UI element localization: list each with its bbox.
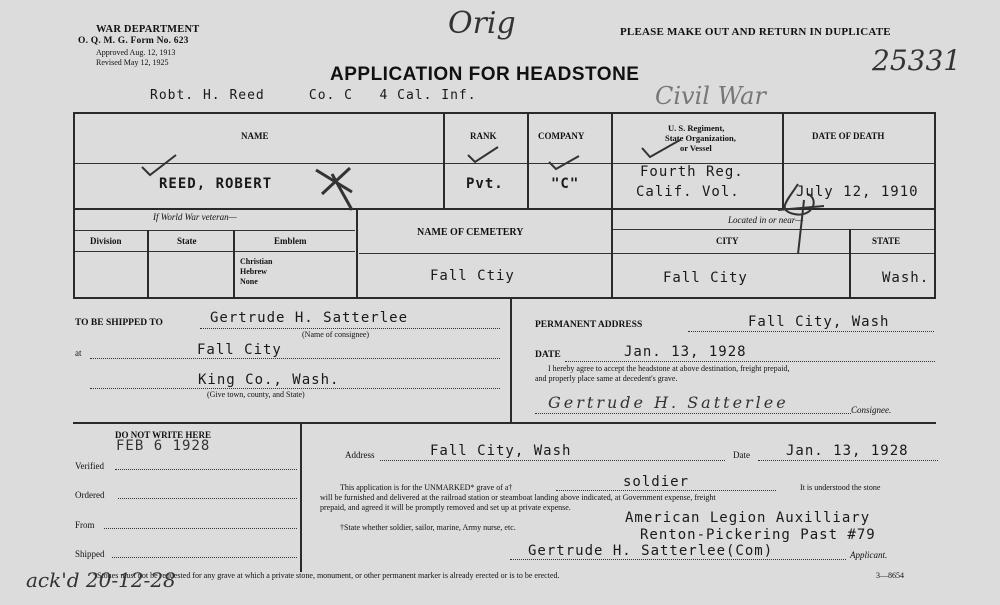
return-instruction: PLEASE MAKE OUT AND RETURN IN DUPLICATE xyxy=(620,26,891,38)
application-text-b: It is understood the stone xyxy=(800,483,881,492)
rule-ww-header xyxy=(73,251,355,252)
verified-line xyxy=(115,469,297,470)
regiment-label-3: or Vessel xyxy=(680,143,712,153)
consignee-line xyxy=(200,328,500,329)
rule-col-company xyxy=(527,112,529,208)
rule-col-regiment xyxy=(611,112,613,297)
footer-note: *Stones must not be requested for any grave at which a private stone, monument, or other permanent marker is already erected or is to be erected. xyxy=(93,571,560,580)
grave-type-line xyxy=(556,490,776,491)
check-mark-company xyxy=(547,154,583,174)
from-label: From xyxy=(75,520,95,530)
rank-label: RANK xyxy=(470,131,497,141)
address-line xyxy=(380,460,725,461)
rule-row3-bottom xyxy=(73,422,936,424)
revised-date: Revised May 12, 1925 xyxy=(96,58,169,67)
ship-date-value: Jan. 13, 1928 xyxy=(624,344,747,360)
signature-line xyxy=(535,413,851,414)
from-line xyxy=(104,528,297,529)
consignee-label: Consignee. xyxy=(851,405,892,415)
rule-col-cemetery xyxy=(356,208,358,297)
file-number-annotation: 25331 xyxy=(872,44,962,77)
applicant-line xyxy=(510,559,846,560)
consignee-value: Gertrude H. Satterlee xyxy=(210,310,409,326)
rank-value: Pvt. xyxy=(466,176,504,192)
rule-ww-sub xyxy=(73,230,355,231)
shipped-line xyxy=(112,557,297,558)
consignee-signature: Gertrude H. Satterlee xyxy=(548,393,789,412)
state-label: STATE xyxy=(872,236,901,246)
received-stamp: FEB 6 1928 xyxy=(116,438,211,454)
ww-state-label: State xyxy=(177,236,197,246)
regiment-value-2: Calif. Vol. xyxy=(636,184,740,200)
cross-mark-name xyxy=(312,164,356,214)
check-mark-rank xyxy=(466,145,502,165)
cemetery-value: Fall Ctiy xyxy=(430,268,515,284)
rule-office-divider xyxy=(300,422,302,572)
city-value: Fall City xyxy=(663,270,748,286)
company-label: COMPANY xyxy=(538,131,585,141)
rule-col-state2 xyxy=(849,229,851,297)
at-line xyxy=(90,358,500,359)
regiment-value-1: Fourth Reg. xyxy=(640,164,744,180)
do-not-write-label: DO NOT WRITE HERE xyxy=(115,430,211,440)
typed-reference-line: Robt. H. Reed Co. C 4 Cal. Inf. xyxy=(150,88,477,103)
permanent-address-value: Fall City, Wash xyxy=(748,314,890,330)
applicant-date-value: Jan. 13, 1928 xyxy=(786,443,909,459)
at-value: Fall City xyxy=(197,342,282,358)
address-label: Address xyxy=(345,450,375,460)
form-number: O. Q. M. G. Form No. 623 xyxy=(78,36,189,46)
rule-ship-divider xyxy=(510,297,512,422)
orig-annotation: Orig xyxy=(448,6,516,41)
state-note: †State whether soldier, sailor, marine, Army nurse, etc. xyxy=(340,523,516,532)
consignee-note: (Name of consignee) xyxy=(302,330,370,339)
form-code: 3—8654 xyxy=(876,571,904,580)
city-label: CITY xyxy=(716,236,739,246)
applicant-label: Applicant. xyxy=(850,550,888,560)
shipped-label: Shipped xyxy=(75,549,105,559)
county-line xyxy=(90,388,500,389)
world-war-label: If World War veteran— xyxy=(153,212,237,222)
ordered-line xyxy=(118,498,297,499)
organization-line-2: Renton-Pickering Past #79 xyxy=(640,527,876,543)
civil-war-annotation: Civil War xyxy=(655,82,766,110)
applicant-date-line xyxy=(758,460,938,461)
rule-col-state xyxy=(147,230,149,297)
applicant-date-label: Date xyxy=(733,450,750,460)
division-label: Division xyxy=(90,236,122,246)
application-line-2: will be furnished and delivered at the railroad station or steamboat landing above indicated, at Government expense, freight xyxy=(320,493,716,502)
located-label: Located in or near— xyxy=(728,215,804,225)
county-note: (Give town, county, and State) xyxy=(207,390,305,399)
death-value: July 12, 1910 xyxy=(796,184,919,200)
name-value: REED, ROBERT xyxy=(159,176,273,192)
ordered-label: Ordered xyxy=(75,490,105,500)
application-text-a: This application is for the UNMARKED* grave of a† xyxy=(340,483,513,492)
at-label: at xyxy=(75,348,82,358)
verified-label: Verified xyxy=(75,461,104,471)
regiment-label-2: State Organization, xyxy=(665,133,736,143)
regiment-label-1: U. S. Regiment, xyxy=(668,123,725,133)
agreement-line-2: and properly place same at decedent's grave. xyxy=(535,374,678,383)
acknowledged-annotation: ack'd 20-12-28 xyxy=(26,568,176,592)
county-value: King Co., Wash. xyxy=(198,372,340,388)
scribble-mark-death xyxy=(768,180,828,260)
permanent-address-line xyxy=(688,331,934,332)
permanent-address-label: PERMANENT ADDRESS xyxy=(535,320,643,330)
emblem-option-christian: Christian xyxy=(240,257,273,266)
emblem-label: Emblem xyxy=(274,236,307,246)
department-heading: WAR DEPARTMENT xyxy=(96,24,200,35)
ship-date-label: DATE xyxy=(535,350,561,360)
rule-col-rank xyxy=(443,112,445,208)
ship-date-line xyxy=(565,361,935,362)
state-value: Wash. xyxy=(882,270,930,286)
approved-date: Approved Aug. 12, 1913 xyxy=(96,48,176,57)
rule-left xyxy=(73,112,75,297)
death-label: DATE OF DEATH xyxy=(812,131,885,141)
rule-top xyxy=(73,112,936,114)
rule-row2-bottom xyxy=(73,297,936,299)
application-line-3: prepaid, and agreed it will be promptly removed and set up at private expense. xyxy=(320,503,571,512)
agreement-line-1: I hereby agree to accept the headstone at above destination, freight prepaid, xyxy=(548,364,790,373)
rule-col-emblem xyxy=(233,230,235,297)
company-value: "C" xyxy=(551,176,580,192)
form-title: APPLICATION FOR HEADSTONE xyxy=(330,64,640,85)
rule-right xyxy=(934,112,936,297)
rule-row1-header xyxy=(73,163,936,164)
check-mark-regiment xyxy=(640,138,685,160)
address-value: Fall City, Wash xyxy=(430,443,572,459)
grave-type-value: soldier xyxy=(623,474,690,490)
emblem-option-none: None xyxy=(240,277,258,286)
shipped-to-label: TO BE SHIPPED TO xyxy=(75,318,163,328)
check-mark-name xyxy=(140,153,180,178)
organization-line-1: American Legion Auxilliary xyxy=(625,510,871,526)
name-label: NAME xyxy=(241,131,269,141)
cemetery-label: NAME OF CEMETERY xyxy=(417,227,524,238)
emblem-option-hebrew: Hebrew xyxy=(240,267,267,276)
applicant-signer: Gertrude H. Satterlee(Com) xyxy=(528,543,774,559)
